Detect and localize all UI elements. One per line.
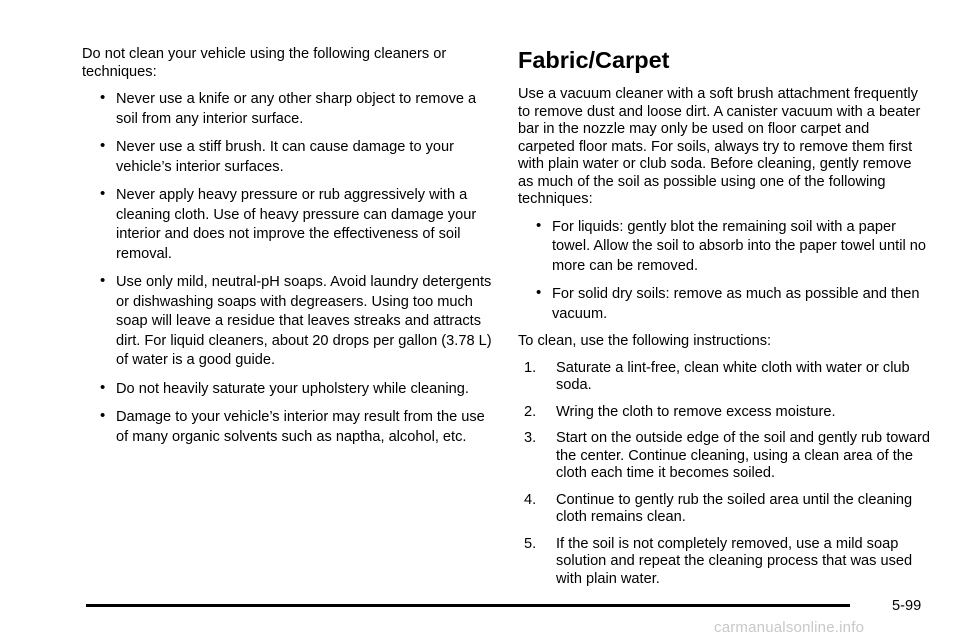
list-item-text: For solid dry soils: remove as much as possible and then vacuum.	[552, 286, 920, 322]
list-item-text: Never use a stiff brush. It can cause damage to your vehicle’s interior surfaces.	[116, 139, 455, 175]
step-item	[524, 360, 930, 395]
page-number: 5-99	[892, 598, 922, 614]
list-item-text: For liquids: gently blot the remaining soil with a paper towel. Allow the soil to absorb into the paper towel until no more can be removed.	[552, 218, 926, 274]
list-item-text: Never use a knife or any other sharp object to remove a soil from any interior surface.	[116, 91, 477, 127]
step-number: 3.	[524, 430, 537, 446]
step-item	[524, 492, 930, 527]
list-item	[100, 138, 492, 177]
list-item-text: Damage to your vehicle’s interior may result from the use of many organic solvents such as naptha, alcohol, etc.	[116, 409, 485, 445]
step-number: 5.	[524, 535, 537, 552]
bullet-icon: •	[100, 185, 106, 202]
list-item-text: Do not heavily saturate your upholstery while cleaning.	[116, 380, 469, 397]
step-item	[524, 404, 930, 422]
step-number: 2.	[524, 403, 537, 420]
step-item	[524, 430, 930, 483]
right-column	[518, 46, 930, 597]
bullet-icon: •	[100, 407, 106, 424]
list-item-text: Use only mild, neutral-pH soaps. Avoid laundry detergents or dishwashing soaps with degreasers. Using too much soap will leave a residue that leaves streaks and attracts dirt. For liquid cleaners, about 20 drops per gallon (3.78 L) of water is a good guide.	[116, 274, 492, 368]
step-text: If the soil is not completely removed, use a mild soap solution and repeat the cleaning process that was used with plain water.	[556, 535, 913, 587]
list-item	[100, 273, 492, 371]
step-text: Saturate a lint-free, clean white cloth with water or club soda.	[556, 359, 910, 393]
cleaning-warning-intro: Do not clean your vehicle using the following cleaners or techniques:	[82, 46, 447, 80]
list-item-text: Never apply heavy pressure or rub aggressively with a cleaning cloth. Use of heavy pressure can damage your interior and does not improve the effectiveness of soil removal.	[116, 187, 477, 262]
footer-rule	[86, 604, 850, 607]
list-item	[100, 408, 492, 447]
bullet-icon: •	[100, 89, 106, 106]
bullet-icon: •	[100, 137, 106, 154]
instruction-steps	[518, 360, 930, 589]
list-item	[536, 218, 930, 277]
step-text: Start on the outside edge of the soil and gently rub toward the center. Continue cleaning, using a clean area of the cloth each time it becomes soiled.	[556, 430, 931, 481]
watermark: carmanualsonline.info	[714, 619, 865, 636]
instructions-intro: To clean, use the following instructions:	[518, 333, 772, 349]
list-item	[100, 90, 492, 129]
step-number: 1.	[524, 359, 537, 376]
bullet-icon: •	[100, 378, 106, 396]
step-item	[524, 536, 930, 589]
list-item	[536, 285, 930, 324]
cleaning-warning-list	[82, 90, 492, 447]
left-column	[82, 46, 492, 456]
bullet-icon: •	[100, 272, 106, 289]
technique-list	[518, 218, 930, 325]
section-paragraph: Use a vacuum cleaner with a soft brush attachment frequently to remove dust and loose dirt. A canister vacuum with a beater bar in the nozzle may only be used on floor carpet and carpeted floor mats. For soils, always try to remove them first with plain water or club soda. Before cleaning, gently remove as much of the soil as possible using one of the following techniques:	[518, 86, 921, 207]
bullet-icon: •	[536, 284, 542, 301]
bullet-icon: •	[536, 216, 542, 234]
step-number: 4.	[524, 491, 537, 508]
step-text: Continue to gently rub the soiled area until the cleaning cloth remains clean.	[556, 491, 913, 525]
list-item	[100, 380, 492, 400]
section-heading: Fabric/Carpet	[518, 47, 670, 73]
list-item	[100, 186, 492, 264]
step-text: Wring the cloth to remove excess moisture.	[556, 403, 836, 420]
